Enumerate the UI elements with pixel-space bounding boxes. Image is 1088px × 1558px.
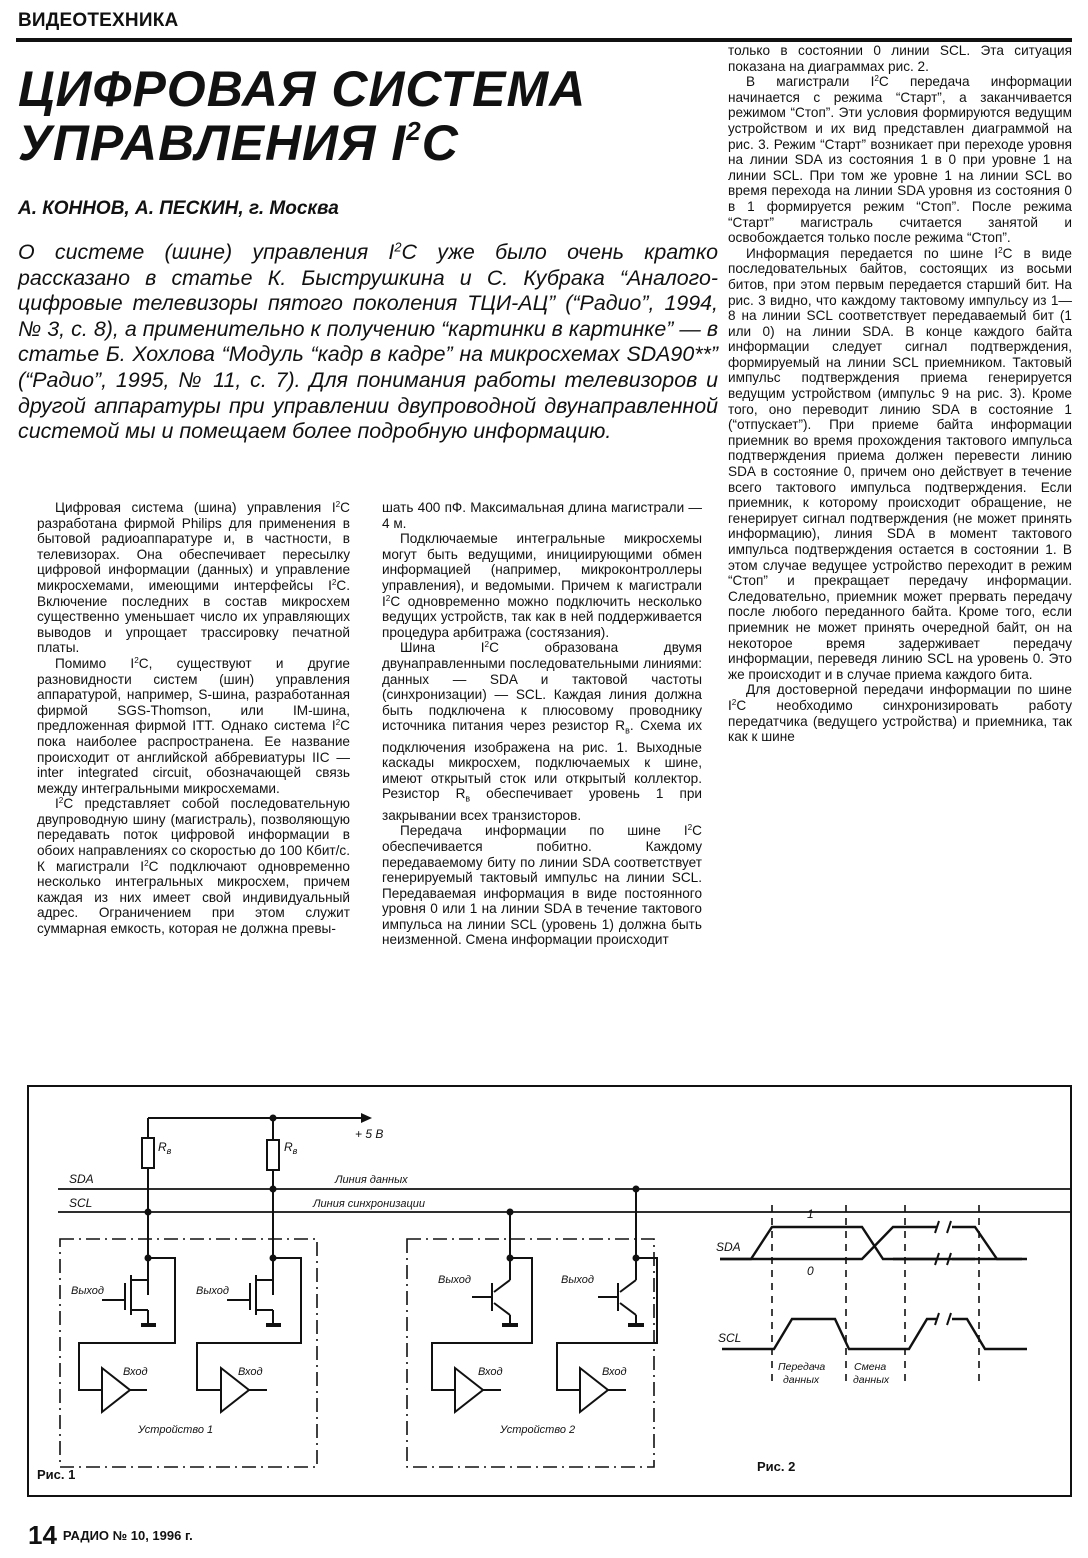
- sda-line-label: Линия данных: [335, 1174, 408, 1186]
- section-rule: [16, 38, 1072, 42]
- paragraph: Информация передается по шине $I^2C$ в виде последовательных байтов, состоящих из восьми битов, при этом первым передается старший бит. На рис. 3 видно, что каждому тактовому импульсу из 1—8 на линии SCL соответствует передаваемый бит (1 или 0) на линии SDA. В конце каждого байта информации следует сигнал подтверждения, формируемый на линии SCL приемником. Тактовый импульс подтверждения приема генерируется ведущим устройством (импульс 9 на рис. 3). Кроме того, оно переводит линию SDA в состояние 1 (“отпускает”). При приеме байта информации приемник во время прохождения тактового импульса подтверждения приема должен перевести линию SDA в состояние 0, причем оно действует в течение всего тактового импульса подтверждения. Если приемник, к которому происходит обращение, не генерирует сигнал подтверждения (не может принять информацию), линия SDA в момент тактового импульса подтверждения остается в состоянии 1. В этом случае ведущее устройство переходит в режим “Стоп” и прекращает передачу информации. Следовательно, приемник может прервать передачу после любого переданного байта. Кроме того, если приемник не может принять очередной байт, он на некоторое время задерживает передачу информации, переведя линию SCL на уровень 0. Это же происходит и в случае приема каждого бита.: [728, 245, 1072, 682]
- text-column-3: [728, 43, 1072, 745]
- phase-label: данных: [853, 1374, 890, 1386]
- scl-line-label: Линия синхронизации: [313, 1198, 425, 1210]
- figure-2-labels: [716, 1207, 890, 1386]
- title-text: C: [421, 115, 459, 171]
- paragraph: Для достоверной передачи информации по шине $I^2C$ необходимо синхронизировать работу передатчика (ведущего устройства) и приемника, так как к шине: [728, 682, 1072, 745]
- paragraph: Шина $I^2C$ образована двумя двунаправленными последовательными линиями: данных — SDA и тактовой частоты (синхронизации) — SCL. Каждая линия должна быть подключена к плюсовому проводнику источника питания через резистор $R_в$. Схема их подключения изображена на рис. 1. Выходные каскады микросхем, подключаемых к шине, имеют открытый сток или открытый коллектор. Резистор $R_в$ обеспечивает уровень 1 при закрывании всех транзисторов.: [382, 640, 702, 823]
- level-high-label: 1: [807, 1207, 814, 1221]
- figure-2-timing: [720, 1205, 1027, 1385]
- sda-label: SDA: [716, 1240, 741, 1254]
- resistor-2: [267, 1140, 279, 1170]
- paragraph: Подключаемые интегральные микросхемы могут быть ведущими, инициирующими обмен информацией (например, микроконтроллеры управления), и ведомыми. Причем к магистрали $I^2C$ одновременно можно подключить несколько ведущих устройств, так как в ней поддерживается процедура арбитража (состязания).: [382, 531, 702, 640]
- resistor-label: $R_в$: [158, 1140, 172, 1156]
- phase-label: данных: [783, 1374, 820, 1386]
- input-label: Вход: [478, 1366, 503, 1378]
- text-column-2: [382, 500, 702, 948]
- phase-label: Смена: [854, 1361, 887, 1373]
- output-label: Выход: [196, 1285, 230, 1297]
- output-label: Выход: [71, 1285, 105, 1297]
- arrow-icon: [361, 1113, 372, 1123]
- page-number: 14: [28, 1520, 57, 1550]
- scl-label: SCL: [69, 1196, 93, 1210]
- text-column-1: [37, 500, 350, 937]
- resistor-label: $R_в$: [284, 1140, 298, 1156]
- section-header: ВИДЕОТЕХНИКА: [18, 10, 179, 31]
- page-footer: [28, 1520, 193, 1551]
- paragraph: Цифровая система (шина) управления $I^2C$ разработана фирмой Philips для применения в бытовой радиоаппаратуре и, в частности, в телевизорах. Она обеспечивает пересылку цифровой информации (данных) и управление микросхемами, имеющими интерфейсы $I^2C$. Включение последних в состав микросхем существенно уменьшает число их управляющих выводов и упрощает трассировку печатной платы.: [37, 500, 350, 656]
- superscript: 2: [394, 239, 402, 255]
- paragraph: шать 400 пФ. Максимальная длина магистрали — 4 м.: [382, 500, 702, 531]
- lead-text: О системе (шине) управления I: [18, 240, 395, 264]
- device-1-label: Устройство 1: [138, 1424, 214, 1436]
- figure-2-caption: Рис. 2: [757, 1459, 796, 1474]
- figure-1-labels: [69, 1127, 627, 1436]
- title-line-2: [18, 116, 718, 170]
- magazine-issue: РАДИО № 10, 1996 г.: [62, 1528, 193, 1543]
- input-label: Вход: [238, 1366, 263, 1378]
- level-low-label: 0: [807, 1264, 814, 1278]
- input-label: Вход: [123, 1366, 148, 1378]
- article-authors: А. КОННОВ, А. ПЕСКИН, г. Москва: [18, 198, 339, 219]
- title-text: УПРАВЛЕНИЯ I: [18, 115, 407, 171]
- paragraph: только в состоянии 0 линии SCL. Эта ситуация показана на диаграммах рис. 2.: [728, 43, 1072, 74]
- sda-waveform: [720, 1227, 1022, 1259]
- paragraph: $I^2C$ представляет собой последовательную двупроводную шину (магистраль), позволяющую передавать поток цифровой информации в обоих направлениях со скоростью до 100 Кбит/с. К магистрали $I^2C$ подключают одновременно несколько интегральных микросхем, причем каждая из них имеет свой индивидуальный адрес. Ограничением при этом служит суммарная емкость, которая не должна превы-: [37, 796, 350, 937]
- title-superscript: 2: [406, 116, 422, 146]
- figure-1-caption: Рис. 1: [37, 1467, 76, 1482]
- input-label: Вход: [602, 1366, 627, 1378]
- supply-label: + 5 В: [355, 1127, 384, 1141]
- paragraph: В магистрали $I^2C$ передача информации начинается с режима “Старт”, а заканчивается режимом “Стоп”. Эти условия формируются ведущим устройством и их вид представлен диаграммой на рис. 3. Режим “Старт” возникает при переходе уровня на линии SDA из состояния 1 в 0 при уровне 1 на линии SCL. При том же уровне 1 на линии SCL во время перехода на линии SDA уровня из состояния 0 в 1 формируется режим “Стоп”. После режима “Старт” магистраль считается занятой и освобождается только после режима “Стоп”.: [728, 74, 1072, 246]
- output-label: Выход: [561, 1274, 595, 1286]
- paragraph: Помимо $I^2C$, существуют и другие разновидности систем (шин) управления аппаратурой, например, S-шина, разработанная фирмой SGS-Thomson, или IM-шина, предложенная фирмой ITT. Однако система $I^2C$ пока наиболее распространена. Ее название происходит от английской аббревиатуры IIC — inter integrated circuit, обозначающей связь между интегральными микросхемами.: [37, 655, 350, 796]
- scl-label: SCL: [718, 1331, 742, 1345]
- phase-label: Передача: [778, 1361, 826, 1373]
- output-label: Выход: [438, 1274, 472, 1286]
- title-line-1: ЦИФРОВАЯ СИСТЕМА: [18, 61, 587, 117]
- figures-drawing: [27, 1085, 1072, 1497]
- resistor-1: [142, 1138, 154, 1168]
- sda-label: SDA: [69, 1172, 94, 1186]
- device-2-label: Устройство 2: [500, 1424, 576, 1436]
- article-title: [18, 62, 718, 170]
- paragraph: Передача информации по шине $I^2C$ обеспечивается побитно. Каждому передаваемому биту по линии SDA соответствует генерируемый тактовый импульс на линии SCL. Передаваемая информация в виде постоянного уровня 0 или 1 на линии SDA в течение тактового импульса на линии SCL (уровень 1) должна быть неизменной. Смена информации происходит: [382, 823, 702, 948]
- lead-text: C уже было очень кратко рассказано в статье К. Быструшкина и С. Кубрака “Аналого-цифровые телевизоры пятого поколения ТЦИ-АЦ” (“Радио”, 1994, № 3, с. 8), а применительно к получению “картинки в картинке” — в статье Б. Хохлова “Модуль “кадр в кадре” на микросхемах SDA90**” (“Радио”, 1995, № 11, с. 7). Для понимания работы телевизоров и другой аппаратуры при управлении двупроводной двунаправленной системой мы и помещаем более подробную информацию.: [18, 240, 718, 444]
- article-lead: [18, 240, 718, 445]
